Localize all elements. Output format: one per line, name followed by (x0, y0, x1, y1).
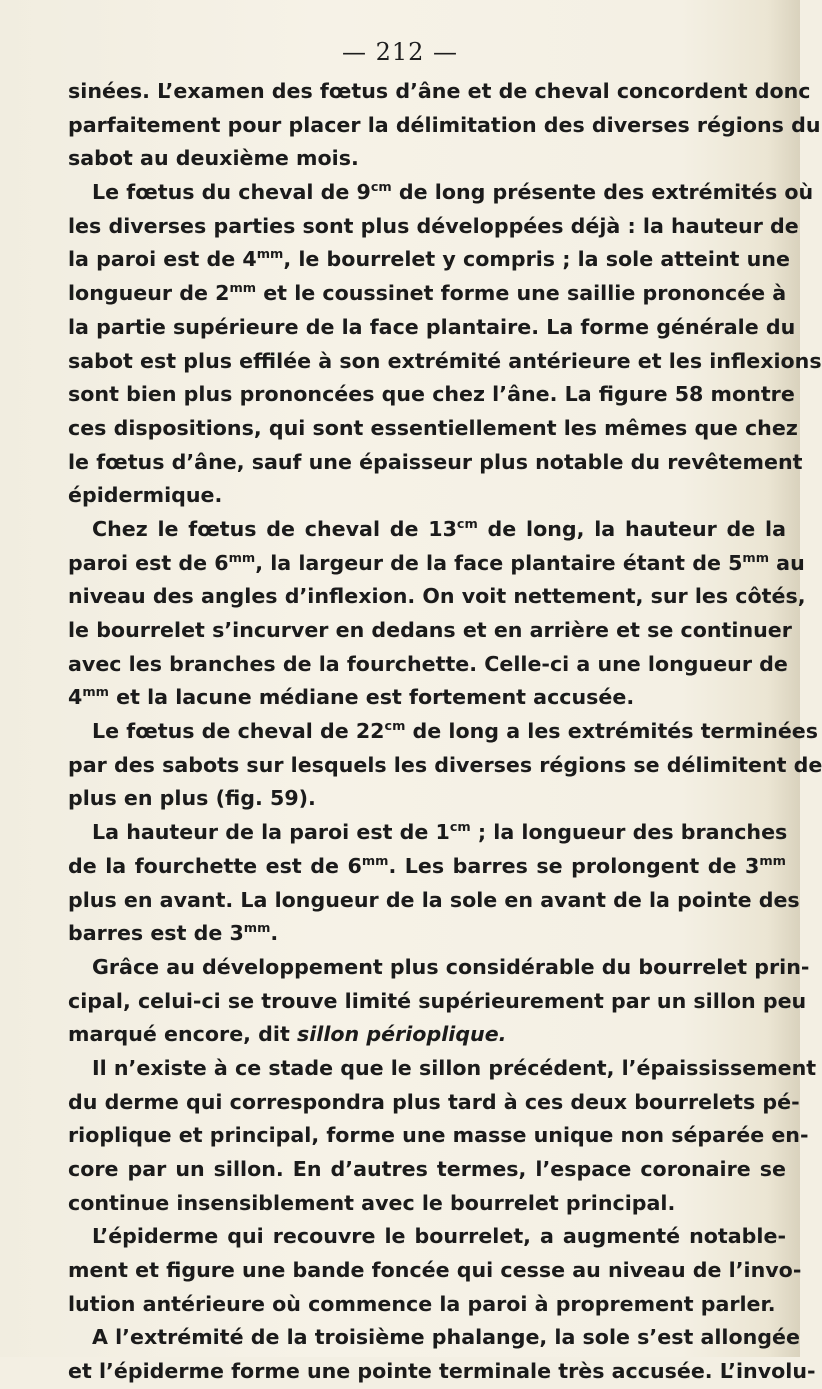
text-line (68, 479, 786, 513)
text-run: de long présente des extrémités où (391, 180, 814, 205)
text-run: sabot est plus effilée à son extrémité antérieure et les inflexions (68, 348, 822, 373)
text-run: Il n’existe à ce stade que le sillon précédent, l’épaississement (92, 1055, 817, 1080)
unit-superscript: mm (361, 853, 389, 869)
text-line (68, 109, 821, 143)
text-run: ment et figure une bande foncée qui cesse au niveau de l’invo- (68, 1258, 802, 1283)
text-line (68, 311, 796, 345)
text-line (68, 243, 790, 277)
text-run: . (270, 921, 279, 946)
text-run: rioplique et principal, forme une masse unique non séparée en- (68, 1123, 809, 1148)
text-run: les diverses parties sont plus développées déjà : la hauteur de (68, 213, 799, 238)
text-run: , le bourrelet y compris ; la sole atteint une (283, 247, 790, 272)
text-run: de la fourchette est de 6 (68, 853, 362, 878)
italic-term: sillon périoplique. (296, 1022, 507, 1047)
unit-superscript: mm (742, 550, 770, 566)
unit-superscript: cm (456, 517, 478, 533)
page-number: — 212 — (341, 38, 459, 66)
text-run: continue insensiblement avec le bourrelet principal. (68, 1190, 676, 1215)
text-run: le fœtus d’âne, sauf une épaisseur plus notable du revêtement (68, 449, 803, 474)
text-line (68, 580, 806, 614)
text-line (68, 345, 822, 379)
text-run: sabot au deuxième mois. (68, 146, 359, 171)
text-run: plus en plus (fig. 59). (68, 786, 316, 811)
text-line (68, 782, 786, 816)
text-run: le bourrelet s’incurver en dedans et en arrière et se continuer (68, 618, 792, 642)
text-run: au (769, 550, 805, 575)
text-line (68, 715, 819, 749)
text-run: la partie supérieure de la face plantaire. La forme générale du (68, 314, 796, 339)
text-line (68, 816, 786, 850)
text-run: La hauteur de la paroi est de 1 (92, 820, 450, 845)
unit-superscript: mm (229, 281, 257, 297)
text-run: de long, la hauteur de la (477, 516, 786, 541)
text-run: sinées. L’examen des fœtus d’âne et de cheval concordent donc (68, 79, 811, 103)
text-run: longueur de 2 (68, 281, 230, 306)
unit-superscript: cm (370, 180, 392, 196)
unit-superscript: mm (759, 853, 786, 869)
text-run: de long a les extrémités terminées (405, 719, 819, 744)
text-line (68, 614, 792, 648)
text-run: et la lacune médiane est fortement accusée. (108, 685, 635, 710)
text-line (68, 446, 803, 480)
text-run: niveau des angles d’inflexion. On voit nettement, sur les côtés, (68, 584, 806, 609)
text-run: Le fœtus de cheval de 22 (92, 719, 385, 744)
unit-superscript: mm (256, 247, 284, 263)
text-line (68, 142, 786, 176)
text-run: cipal, celui-ci se trouve limité supérieurement par un sillon peu (68, 988, 807, 1013)
text-run: Grâce au développement plus considérable du bourrelet prin- (92, 954, 810, 979)
text-line (68, 547, 805, 581)
text-run: sont bien plus prononcées que chez l’âne. La figure 58 montre (68, 382, 795, 407)
text-run: ; la longueur des branches (470, 820, 788, 845)
text-line (68, 951, 810, 985)
unit-superscript: mm (243, 921, 271, 937)
text-run: A l’extrémité de la troisième phalange, la sole s’est allongée (92, 1325, 800, 1350)
text-line (68, 176, 814, 210)
text-line (68, 648, 786, 682)
text-line (68, 1220, 786, 1254)
text-run: et l’épiderme forme une pointe terminale très accusée. L’involu- (68, 1359, 816, 1384)
text-line (68, 749, 822, 783)
unit-superscript: cm (384, 719, 406, 735)
text-line (68, 884, 800, 918)
text-run: Chez le fœtus de cheval de 13 (92, 516, 457, 541)
text-run: . Les barres se prolongent de 3 (388, 853, 760, 878)
text-run: avec les branches de la fourchette. Celle-ci a une longueur de (68, 651, 788, 676)
text-run: par des sabots sur lesquels les diverses régions se délimitent de (68, 752, 822, 777)
text-line (68, 412, 798, 446)
text-line (68, 513, 786, 547)
text-line (68, 277, 786, 311)
text-run: core par un sillon. En d’autres termes, l’espace coronaire se (68, 1157, 786, 1181)
text-run: barres est de 3 (68, 921, 244, 946)
text-line (68, 1187, 786, 1221)
text-run: Le fœtus du cheval de 9 (92, 180, 371, 205)
text-run: parfaitement pour placer la délimitation des diverses régions du (68, 112, 821, 137)
unit-superscript: mm (228, 550, 256, 566)
text-run: 4 (68, 685, 83, 710)
text-line (68, 850, 786, 884)
text-run: plus en avant. La longueur de la sole en avant de la pointe des (68, 887, 800, 912)
unit-superscript: mm (82, 685, 109, 701)
text-run: , la largeur de la face plantaire étant de 5 (255, 550, 743, 575)
unit-superscript: cm (449, 820, 471, 836)
text-line (68, 917, 786, 951)
text-line (68, 1321, 800, 1355)
text-line (68, 1254, 802, 1288)
text-line (68, 1355, 816, 1389)
text-line (68, 1119, 809, 1153)
text-run: et le coussinet forme une saillie prononcée à (256, 281, 787, 306)
text-run: la paroi est de 4 (68, 247, 257, 272)
body-text (68, 75, 822, 1389)
text-run: du derme qui correspondra plus tard à ces deux bourrelets pé- (68, 1089, 800, 1114)
text-run: lution antérieure où commence la paroi à proprement parler. (68, 1291, 776, 1316)
text-line (68, 681, 786, 715)
text-run: marqué encore, dit (68, 1022, 297, 1047)
text-line (68, 1153, 786, 1187)
text-line (68, 378, 795, 412)
text-line (68, 210, 799, 244)
text-run: ces dispositions, qui sont essentiellement les mêmes que chez (68, 415, 798, 440)
text-line (68, 1018, 786, 1052)
text-line (68, 1288, 786, 1322)
text-run: L’épiderme qui recouvre le bourrelet, a augmenté notable- (92, 1224, 786, 1249)
text-line (68, 985, 807, 1019)
text-line (68, 1052, 817, 1086)
text-line (68, 75, 811, 109)
text-run: paroi est de 6 (68, 550, 229, 575)
text-run: épidermique. (68, 483, 223, 508)
text-line (68, 1086, 800, 1120)
